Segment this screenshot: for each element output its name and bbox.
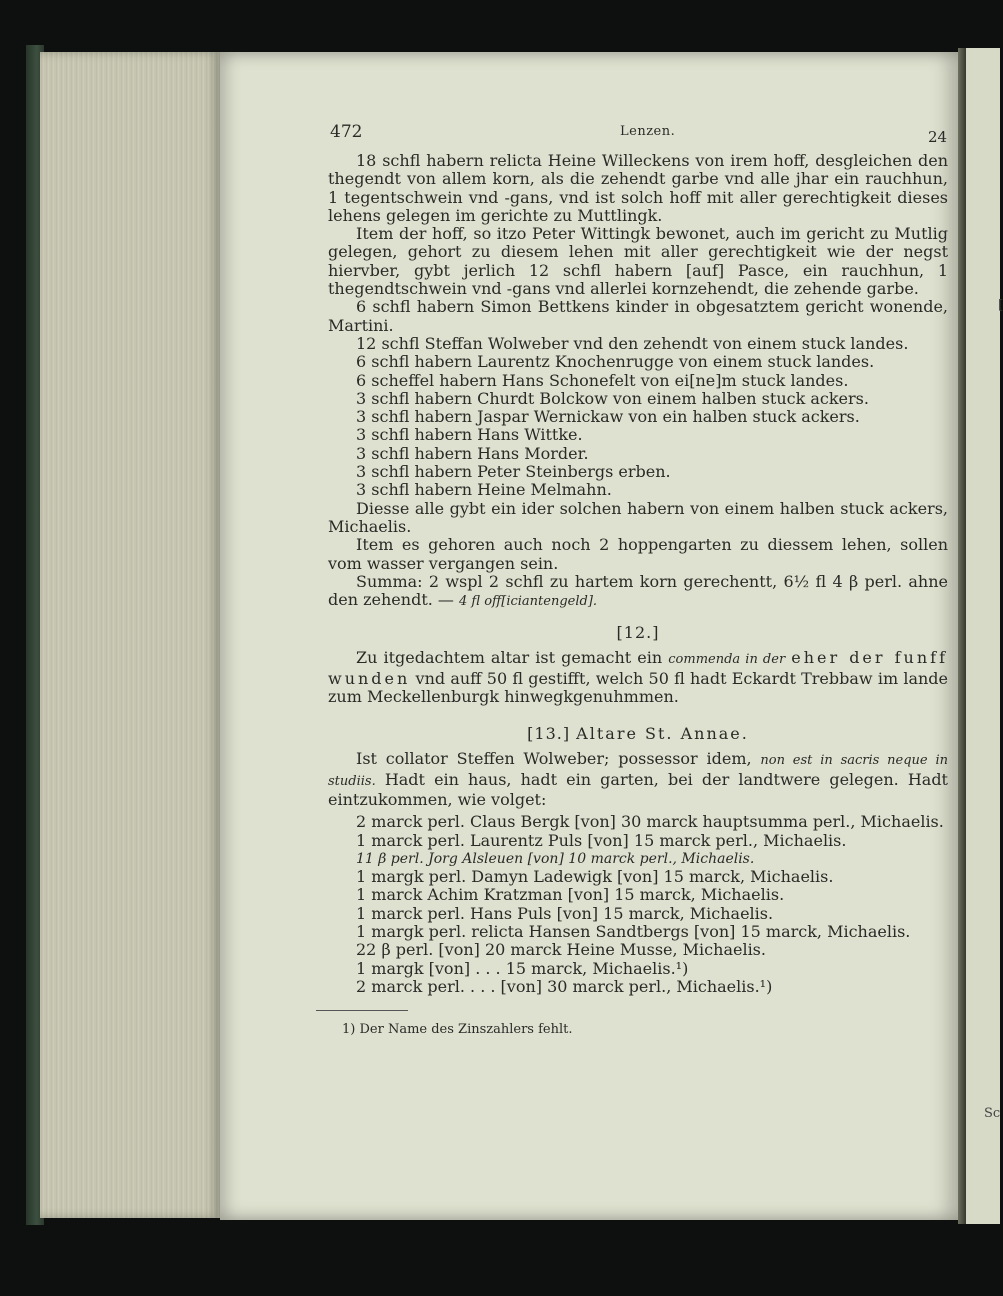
section12-text-before: Zu itgedachtem altar ist gemacht ein (356, 648, 663, 668)
footnote: 1) Der Name des Zinszahlers fehlt. (342, 1022, 573, 1038)
list-item: 6 scheffel habern Hans Schonefelt von ei[ne]m stuck landes. (356, 370, 849, 390)
entry: 1 margk [von] . . . 15 marck, Michaelis.¹) (356, 958, 689, 978)
footnote-rule (316, 1010, 408, 1011)
list-item: 3 schfl habern Hans Wittke. (356, 425, 583, 445)
running-head (328, 122, 948, 152)
paragraph: 6 schfl habern Simon Bettkens kinder in obgesatztem gericht wonende, Martini. (328, 297, 948, 335)
section-heading-12: [12.] (616, 623, 660, 643)
section13-intro-italic: non est in sacris neque in studiis. (328, 753, 948, 789)
next-page-fragment: Sc (984, 1106, 1001, 1121)
entry: 2 marck perl. Claus Bergk [von] 30 marck hauptsumma perl., Michaelis. (356, 812, 944, 832)
list-item: 6 schfl habern Laurentz Knochenrugge von einem stuck landes. (356, 352, 875, 372)
list-item: 3 schfl habern Heine Melmahn. (356, 480, 612, 500)
next-page-strip (966, 48, 1003, 1224)
page-block-edges (40, 52, 220, 1218)
paragraph (328, 649, 948, 706)
entry: 1 marck perl. Laurentz Puls [von] 15 marck perl., Michaelis. (356, 830, 847, 850)
summa-note: 4 fl off[iciantengeld]. (459, 594, 598, 610)
paragraph: 18 schfl habern relicta Heine Willeckens von irem hoff, desgleichen den thegendt von allem korn, als die zehendt garbe vnd alle jhar ein rauchhun, 1 tegentschwein vnd -gans, vnd ist solch hoff mit aller gerechtigkeit dieses lehens gelegen im gerichte zu Muttlingk. (328, 151, 948, 225)
entry: 22 β perl. [von] 20 marck Heine Musse, Michaelis. (356, 940, 766, 960)
page-content (328, 122, 948, 1039)
next-page-fragment: [ (998, 298, 1003, 313)
section13-title: Altare St. Annae. (576, 724, 749, 744)
entry: 1 marck Achim Kratzman [von] 15 marck, Michaelis. (356, 885, 785, 905)
entry: 2 marck perl. . . . [von] 30 marck perl., Michaelis.¹) (356, 976, 773, 996)
section12-text-after: vnd auff 50 fl gestifft, welch 50 fl hadt Eckardt Trebbaw im lande zum Meckellenburgk hinwegkgenuhmmen. (328, 668, 949, 707)
list-item: 3 schfl habern Peter Steinbergs erben. (356, 462, 671, 482)
entry: 1 marck perl. Hans Puls [von] 15 marck, Michaelis. (356, 903, 774, 923)
paragraph: Diesse alle gybt ein ider solchen habern von einem halben stuck ackers, Michaelis. (328, 498, 948, 536)
summa-text: Summa: 2 wspl 2 schfl zu hartem korn gerechentt, 6½ fl 4 β perl. ahne den zehendt. — (328, 571, 948, 610)
section12-spaced: eher der funff wunden (328, 648, 948, 688)
entry: 11 β perl. Jorg Alsleuen [von] 10 marck perl., Michaelis. (356, 850, 755, 867)
paragraph: Item es gehoren auch noch 2 hoppengarten zu diessem lehen, sollen vom wasser vergangen sein. (328, 535, 948, 573)
section13-intro-after: Hadt ein haus, hadt ein garten, bei der landtwere gelegen. Hadt eintzukommen, wie volget: (328, 769, 948, 809)
section13-number: [13.] (527, 724, 571, 744)
summa-paragraph (328, 573, 948, 612)
list-item: 3 schfl habern Hans Morder. (356, 443, 589, 463)
list-item: 3 schfl habern Jaspar Wernickaw von ein halben stuck ackers. (356, 407, 860, 427)
section12-italic: commenda in der (668, 652, 786, 668)
paragraph (328, 750, 948, 809)
page-number: 472 (330, 122, 363, 142)
entry: 1 margk perl. relicta Hansen Sandtbergs [von] 15 marck, Michaelis. (356, 921, 911, 941)
running-title: Lenzen. (620, 124, 676, 139)
entry: 1 margk perl. Damyn Ladewigk [von] 15 marck, Michaelis. (356, 867, 834, 887)
paragraph: Item der hoff, so itzo Peter Wittingk bewonet, auch im gericht zu Mutlig gelegen, gehort zu diesem lehen mit aller gerechtigkeit wie der negst hiervber, gybt jerlich 12 schfl habern [auf] Pasce, ein rauchhun, 1 thegendtschwein vnd -gans vnd allerlei kornzehendt, die zehende garbe. (328, 224, 948, 299)
list-item: 3 schfl habern Churdt Bolckow von einem halben stuck ackers. (356, 388, 869, 408)
list-item: 12 schfl Steffan Wolweber vnd den zehendt von einem stuck landes. (356, 333, 909, 353)
corner-mark: 24 (928, 128, 948, 146)
section-heading-13 (328, 724, 948, 744)
section13-intro-before: Ist collator Steffen Wolweber; possessor idem, (356, 749, 752, 769)
